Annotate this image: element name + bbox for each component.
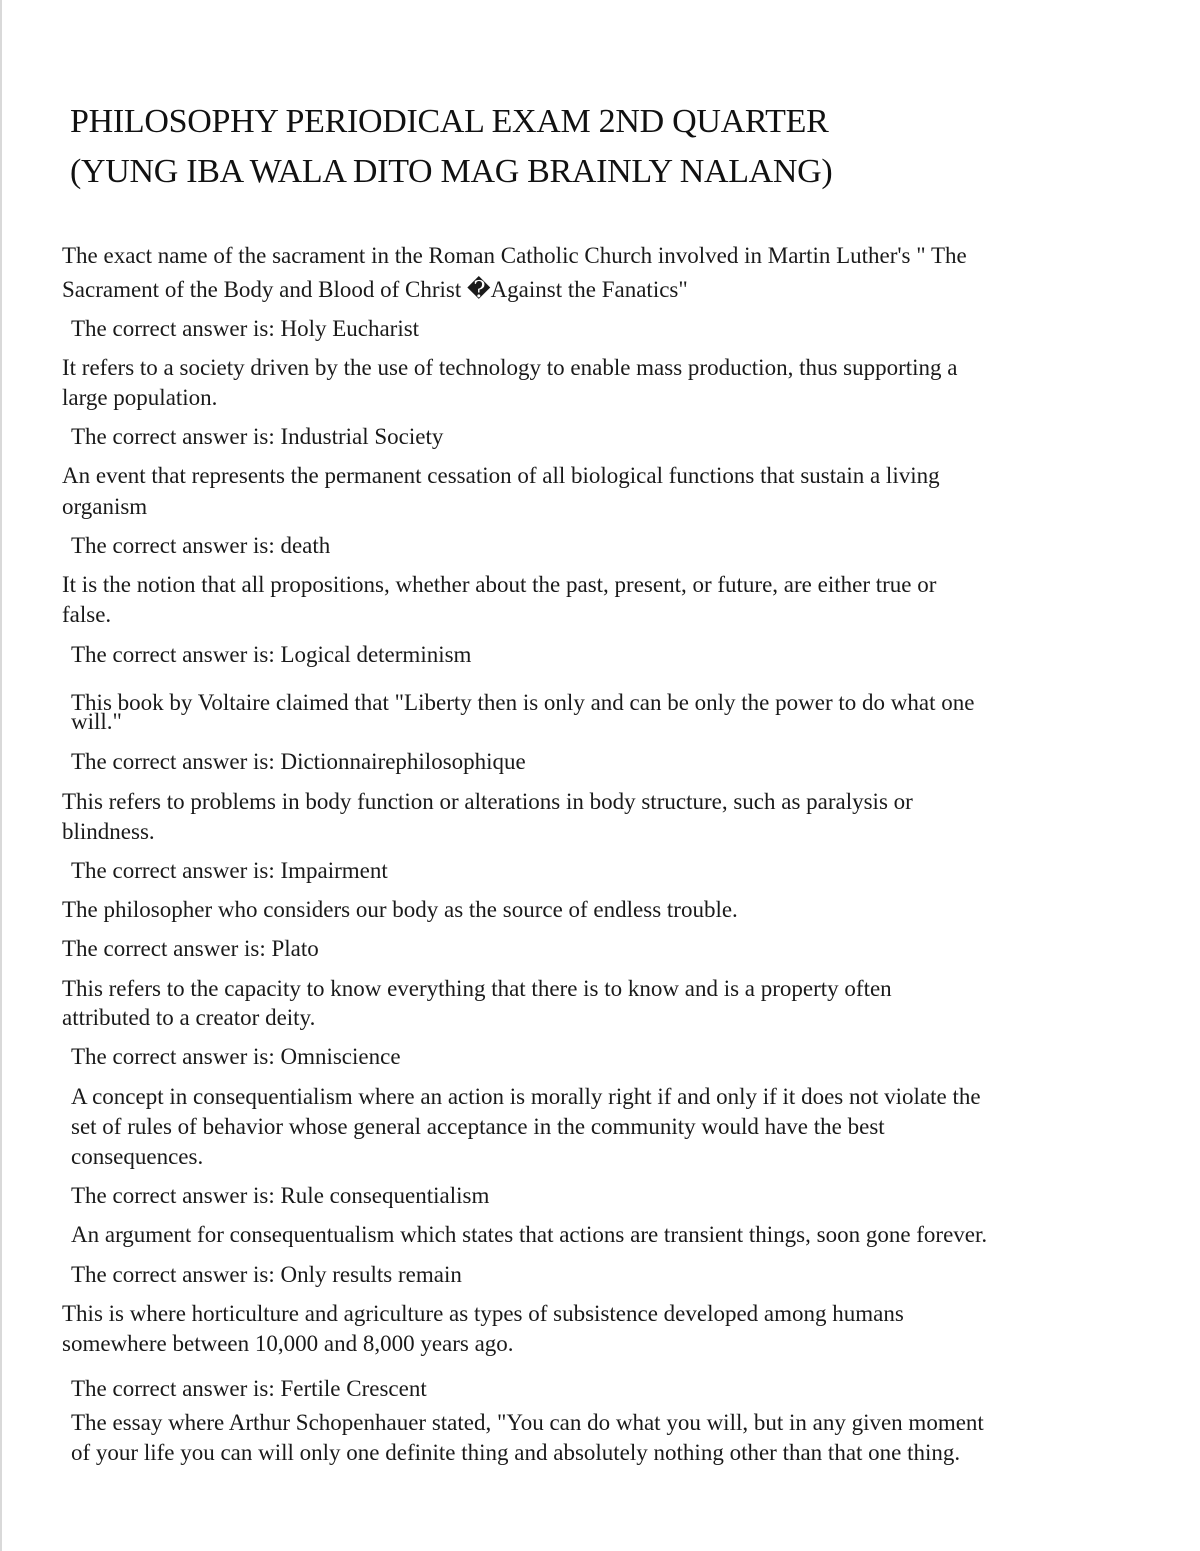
answer-1: The correct answer is: Holy Eucharist <box>71 316 420 341</box>
answer-7: The correct answer is: Plato <box>62 936 319 961</box>
question-4-line-2: false. <box>62 602 112 627</box>
question-8-line-2: attributed to a creator deity. <box>62 1005 316 1030</box>
question-1-line-1: The exact name of the sacrament in the Roman Catholic Church involved in Martin Luther's " The <box>62 243 967 268</box>
question-9-line-1: A concept in consequentialism where an action is morally right if and only if it does not violate the <box>71 1084 981 1109</box>
answer-6: The correct answer is: Impairment <box>71 858 388 883</box>
question-7: The philosopher who considers our body as the source of endless trouble. <box>62 897 738 922</box>
answer-4: The correct answer is: Logical determinism <box>71 642 472 667</box>
answer-2: The correct answer is: Industrial Society <box>71 424 444 449</box>
question-11-line-1: This is where horticulture and agriculture as types of subsistence developed among humans <box>62 1301 904 1326</box>
answer-9: The correct answer is: Rule consequentialism <box>71 1183 490 1208</box>
answer-8: The correct answer is: Omniscience <box>71 1044 401 1069</box>
document-title-line-2: (YUNG IBA WALA DITO MAG BRAINLY NALANG) <box>70 153 833 190</box>
question-3-line-2: organism <box>62 494 148 519</box>
answer-11: The correct answer is: Fertile Crescent <box>71 1376 427 1401</box>
answer-10: The correct answer is: Only results remain <box>71 1262 462 1287</box>
question-1-line-2: Sacrament of the Body and Blood of Christ �Against the Fanatics" <box>62 277 688 302</box>
question-10: An argument for consequentualism which states that actions are transient things, soon gone forever. <box>71 1222 988 1247</box>
question-5-line-1: This book by Voltaire claimed that "Liberty then is only and can be only the power to do what one <box>71 690 975 715</box>
answer-3: The correct answer is: death <box>71 533 331 558</box>
question-2-line-2: large population. <box>62 385 218 410</box>
document-title-line-1: PHILOSOPHY PERIODICAL EXAM 2ND QUARTER <box>70 103 829 140</box>
question-9-line-3: consequences. <box>71 1144 204 1169</box>
question-11-line-2: somewhere between 10,000 and 8,000 years ago. <box>62 1331 514 1356</box>
question-12-line-2: of your life you can will only one definite thing and absolutely nothing other than that one thing. <box>71 1440 961 1465</box>
answer-5: The correct answer is: Dictionnairephilosophique <box>71 749 526 774</box>
question-9-line-2: set of rules of behavior whose general acceptance in the community would have the best <box>71 1114 885 1139</box>
page-left-edge <box>0 0 2 1551</box>
question-12-line-1: The essay where Arthur Schopenhauer stated, "You can do what you will, but in any given moment <box>71 1410 984 1435</box>
question-4-line-1: It is the notion that all propositions, whether about the past, present, or future, are either true or <box>62 572 937 597</box>
question-6-line-2: blindness. <box>62 819 155 844</box>
question-3-line-1: An event that represents the permanent cessation of all biological functions that sustain a living <box>62 463 940 488</box>
question-5-line-2: will." <box>71 709 122 734</box>
question-2-line-1: It refers to a society driven by the use of technology to enable mass production, thus supporting a <box>62 355 958 380</box>
question-8-line-1: This refers to the capacity to know everything that there is to know and is a property often <box>62 976 892 1001</box>
question-6-line-1: This refers to problems in body function or alterations in body structure, such as paralysis or <box>62 789 913 814</box>
